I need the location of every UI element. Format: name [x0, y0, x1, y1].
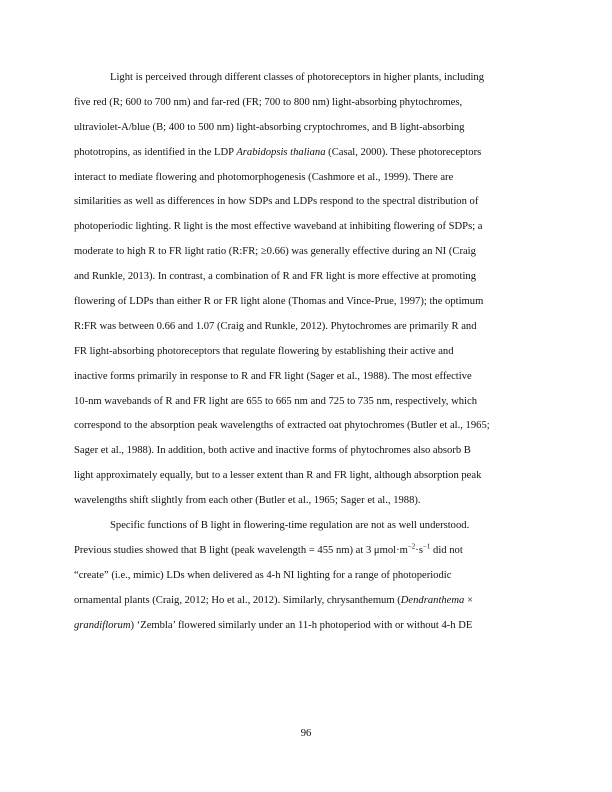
text-span: R:FR was between 0.66 and 1.07 (Craig and Runkle, 2012). Phytochromes are primarily R and — [74, 320, 477, 332]
text-span: Sager et al., 1988). In addition, both active and inactive forms of phytochromes also absorb B — [74, 445, 471, 457]
text-span: five red (R; 600 to 700 nm) and far-red (FR; 700 to 800 nm) light-absorbing phytochromes, — [74, 96, 463, 108]
text-line — [74, 141, 542, 166]
text-line — [74, 564, 542, 589]
text-span: Previous studies showed that B light (peak wavelength = 455 nm) at 3 μmol·m — [74, 544, 408, 556]
text-span: 10-nm wavebands of R and FR light are 655 to 665 nm and 725 to 735 nm, respectively, which — [74, 395, 477, 407]
text-line — [74, 215, 542, 240]
text-line — [74, 514, 542, 539]
text-line — [74, 265, 542, 290]
text-line — [74, 290, 542, 315]
text-line — [74, 614, 542, 639]
text-line — [74, 166, 542, 191]
text-span: ) ‘Zembla’ flowered similarly under an 11-h photoperiod with or without 4-h DE — [130, 619, 473, 631]
text-span: “create” (i.e., mimic) LDs when delivered as 4-h NI lighting for a range of photoperiodic — [74, 569, 452, 581]
page-number: 96 — [300, 728, 312, 739]
text-span: inactive forms primarily in response to R and FR light (Sager et al., 1988). The most effective — [74, 370, 472, 382]
body-text — [74, 66, 542, 638]
text-line — [74, 340, 542, 365]
text-line — [74, 365, 542, 390]
text-span: and Runkle, 2013). In contrast, a combination of R and FR light is more effective at promoting — [74, 271, 476, 283]
text-span: FR light-absorbing photoreceptors that regulate flowering by establishing their active and — [74, 345, 454, 357]
text-line — [74, 66, 542, 91]
text-span: Light is perceived through different classes of photoreceptors in higher plants, including — [110, 72, 485, 83]
text-span: ornamental plants (Craig, 2012; Ho et al., 2012). Similarly, chrysanthemum ( — [74, 594, 401, 606]
text-line — [74, 414, 542, 439]
text-line — [74, 91, 542, 116]
text-line — [74, 464, 542, 489]
text-line — [74, 315, 542, 340]
text-span: phototropins, as identified in the LDP — [74, 146, 237, 158]
text-span: photoperiodic lighting. R light is the most effective waveband at inhibiting flowering of SDPs; a — [74, 221, 483, 233]
text-line — [74, 589, 542, 614]
text-line — [74, 439, 542, 464]
text-span: did not — [430, 544, 463, 556]
italic-text: grandiflorum — [74, 619, 131, 631]
text-span: ·s — [415, 544, 423, 556]
text-span: correspond to the absorption peak wavelengths of extracted oat phytochromes (Butler et al., 1965; — [74, 420, 490, 432]
text-span: moderate to high R to FR light ratio (R:FR; ≥0.66) was generally effective during an NI (Craig — [74, 246, 476, 258]
superscript: −2 — [407, 542, 416, 551]
text-line — [74, 116, 542, 141]
text-span: Specific functions of B light in flowering-time regulation are not as well understood. — [110, 520, 470, 532]
text-span: ultraviolet-A/blue (B; 400 to 500 nm) light-absorbing cryptochromes, and B light-absorbing — [74, 121, 465, 133]
text-span: light approximately equally, but to a lesser extent than R and FR light, although absorption peak — [74, 470, 482, 482]
text-span: similarities as well as differences in how SDPs and LDPs respond to the spectral distribution of — [74, 196, 479, 208]
text-span: flowering of LDPs than either R or FR light alone (Thomas and Vince-Prue, 1997); the optimum — [74, 296, 484, 308]
text-line — [74, 240, 542, 265]
text-span: wavelengths shift slightly from each other (Butler et al., 1965; Sager et al., 1988). — [74, 495, 421, 507]
text-line — [74, 190, 542, 215]
text-line — [74, 489, 542, 514]
text-line — [74, 390, 542, 415]
superscript: −1 — [422, 542, 431, 551]
text-line — [74, 539, 542, 564]
text-span: interact to mediate flowering and photomorphogenesis (Cashmore et al., 1999). There are — [74, 171, 454, 183]
text-span: (Casal, 2000). These photoreceptors — [325, 146, 482, 158]
italic-text: Dendranthema — [400, 594, 465, 606]
text-span: × — [464, 594, 473, 606]
italic-text: Arabidopsis thaliana — [236, 146, 326, 158]
